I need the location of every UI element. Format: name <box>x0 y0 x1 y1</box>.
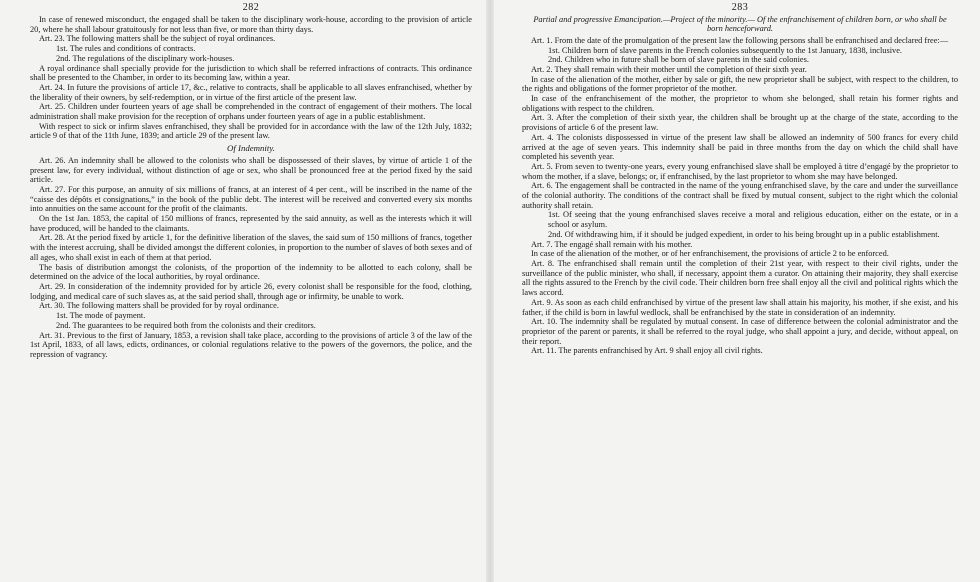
paragraph: Art. 30. The following matters shall be provided for by royal ordinance. <box>39 301 279 311</box>
paragraph: Art. 26. An indemnity shall be allowed to the colonists who shall be dispossessed of their slaves, by virtue of article 1 of the present law, for every individual, without distinction of age or sex, who shall be pronounced free at the period fixed by the said article. <box>30 155 472 185</box>
paragraph: Art. 4. The colonists dispossessed in virtue of the present law shall be allowed an indemnity of 500 francs for every child arrived at the age of seven years. This indemnity shall be paid in three months from the day on which the child shall have completed his seventh year. <box>522 132 958 162</box>
paragraph: Art. 6. The engagement shall be contracted in the name of the young enfranchised slave, by the care and under the surveillance of the colonial authority. The conditions of the contract shall be fixed by mutual consent, subject to the right which the colonial authority shall retain. <box>522 181 958 210</box>
paragraph: Art. 27. For this purpose, an annuity of six millions of francs, at an interest of 4 per cent., will be inscribed in the name of the “caisse des dépôts et consignations,” in the book of the public debt. The interest will be received and converted every six months into annuities on the same account for the profit of the claimants. <box>30 184 472 214</box>
paragraph: In case of renewed misconduct, the engaged shall be taken to the disciplinary work-house, according to the provision of article 20, where he shall labour gratuitously for not less than five, or more than thirty days. <box>30 15 472 34</box>
right-page <box>494 0 980 582</box>
section-heading: Of Indemnity. <box>227 143 275 154</box>
list-item: 2nd. The guarantees to be required both from the colonists and their creditors. <box>56 320 316 330</box>
paragraph: Art. 31. Previous to the first of January, 1853, a revision shall take place, according to the provisions of article 3 of the law of the 1st April, 1833, of all laws, edicts, ordinances, or colonial regulations relative to the powers of the governors, the police, and the repression of vagrancy. <box>30 330 472 359</box>
paragraph: Art. 23. The following matters shall be the subject of royal ordinances. <box>39 34 276 44</box>
paragraph: Art. 5. From seven to twenty-one years, every young enfranchised slave shall be employed à titre d’engagé by the proprietor to whom the mother, if a slave, belongs; or, if enfranchised, by the last proprietor to whom she may have belonged. <box>522 161 958 181</box>
list-item: 1st. The mode of payment. <box>56 311 146 321</box>
list-item: 2nd. Children who in future shall be born of slave parents in the said colonies. <box>548 55 809 65</box>
paragraph: The basis of distribution amongst the colonists, of the proportion of the indemnity to be allotted to each colony, shall be determined on the advice of the local authorities, by royal ordinance. <box>30 262 472 282</box>
paragraph: Art. 7. The engagé shall remain with his mother. <box>531 239 693 249</box>
left-page <box>0 0 486 582</box>
list-item: 1st. Children born of slave parents in the French colonies subsequently to the 1st January, 1838, inclusive. <box>548 45 903 55</box>
list-item: 2nd. The regulations of the disciplinary work-houses. <box>56 53 235 63</box>
section-title: Partial and progressive Emancipation.—Project of the minority.— Of the enfranchisement of children born, or who shall be born henceforward. <box>533 15 947 34</box>
paragraph: In case of the alienation of the mother, either by sale or gift, the new proprietor shall be subject, with respect to the children, to the rights and obligations of the former proprietor of the mother. <box>522 74 958 94</box>
paragraph: Art. 29. In consideration of the indemnity provided for by article 26, every colonist shall be responsible for the food, clothing, lodging, and medical care of such slaves as, at the said period shall, through age or infirmity, be unable to work. <box>30 281 472 301</box>
list-item: 1st. The rules and conditions of contracts. <box>56 44 196 54</box>
right-page-body <box>522 15 958 356</box>
paragraph: Art. 24. In future the provisions of article 17, &c., relative to contracts, shall be applicable to all slaves enfranchised, whether by the liberality of their owners, by self-redemption, or in virtue of the first article of the present law. <box>30 82 472 102</box>
paragraph: Art. 8. The enfranchised shall remain until the completion of their 21st year, with respect to their civil rights, under the surveillance of the public minister, who shall, if necessary, appoint them a curator. On attaining their majority, they shall exercise all the rights assured to the French by the civil code. Their children born free shall enjoy all the civil and political rights which the laws accord. <box>522 258 958 298</box>
left-page-body <box>30 15 472 360</box>
page-number-right: 283 <box>731 2 749 13</box>
paragraph: Art. 11. The parents enfranchised by Art. 9 shall enjoy all civil rights. <box>531 346 763 356</box>
paragraph: Art. 10. The indemnity shall be regulated by mutual consent. In case of difference between the colonial administrator and the proprietor of the parent or parents, it shall be referred to the royal judge, who shall appoint a jury, and decide, without appeal, on their report. <box>522 317 958 346</box>
list-item: 1st. Of seeing that the young enfranchised slaves receive a moral and religious education, either on the estate, or in a school or asylum. <box>548 210 958 230</box>
paragraph: On the 1st Jan. 1853, the capital of 150 millions of francs, represented by the said annuity, as well as the interests which it will have produced, will be handed to the claimants. <box>30 214 472 233</box>
paragraph: Art. 25. Children under fourteen years of age shall be comprehended in the contract of engagement of their mothers. The local administration shall make provision for the reception of orphans under fourteen years of age in a public establishment. <box>30 102 472 122</box>
list-item: 2nd. Of withdrawing him, if it should be judged expedient, in order to his being brought up in a public establishment. <box>548 229 940 239</box>
paragraph: In case of the alienation of the mother, or of her enfranchisement, the provisions of article 2 to be enforced. <box>531 249 889 259</box>
page-gutter <box>486 0 494 582</box>
paragraph: Art. 3. After the completion of their sixth year, the children shall be brought up at the charge of the state, according to the provisions of article 6 of the present law. <box>522 113 958 133</box>
paragraph: Art. 9. As soon as each child enfranchised by virtue of the present law shall attain his majority, his mother, if she exist, and his father, if the child is born in lawful wedlock, shall be enfranchised by the state in consideration of an indemnity. <box>522 297 958 317</box>
page-number-left: 282 <box>242 2 260 13</box>
paragraph: With respect to sick or infirm slaves enfranchised, they shall be provided for in accordance with the law of the 12th July, 1832; article 9 of that of the 11th June, 1839; and article 29 of the present law. <box>30 121 472 141</box>
paragraph: Art. 2. They shall remain with their mother until the completion of their sixth year. <box>531 64 807 74</box>
paragraph: Art. 28. At the period fixed by article 1, for the definitive liberation of the slaves, the said sum of 150 millions of francs, together with the interest accruing, shall be divided amongst the different colonies, in proportion to the number of slaves of both sexes and of all ages, who shall exist in each of them at that period. <box>30 233 472 262</box>
paragraph: A royal ordinance shall specially provide for the jurisdiction to which shall be referred infractions of contracts. This ordinance shall be presented to the Chamber, in order to its becoming law, within a year. <box>30 63 472 83</box>
paragraph: In case of the enfranchisement of the mother, the proprietor to whom she belonged, shall retain his former rights and obligations with respect to the children. <box>522 94 958 113</box>
paragraph: Art. 1. From the date of the promulgation of the present law the following persons shall be enfranchised and declared free:— <box>531 35 949 45</box>
